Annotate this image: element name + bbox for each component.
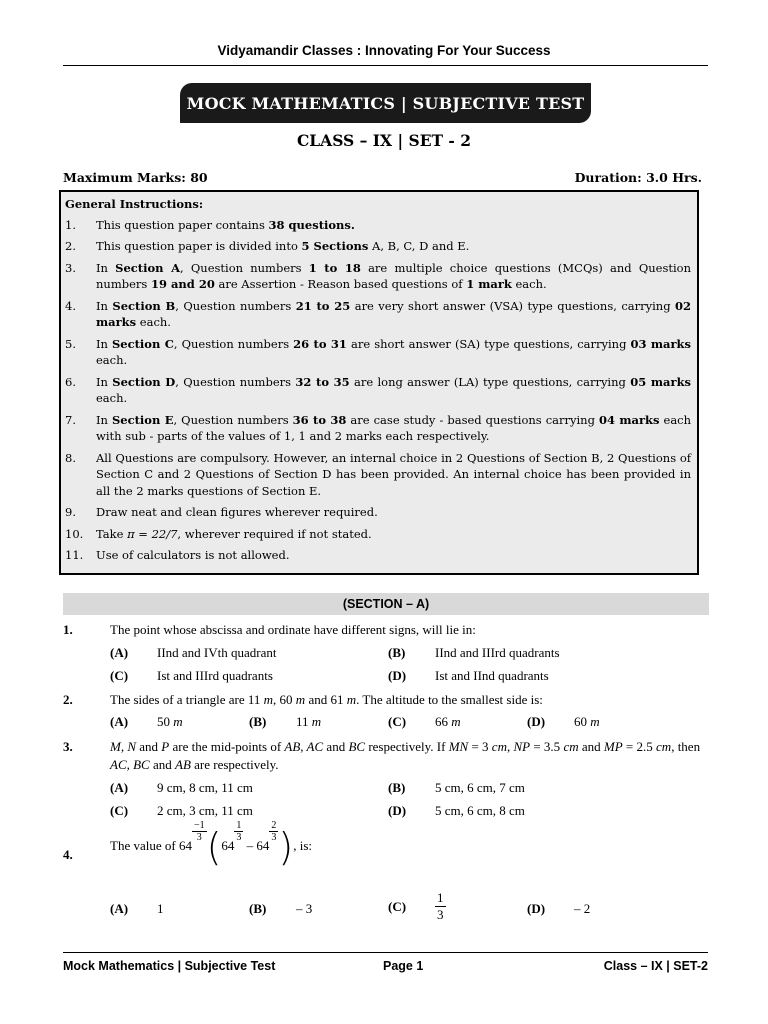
question-number: 1.: [63, 622, 73, 637]
option-b: (B) 11 m: [249, 714, 322, 729]
test-banner: MOCK MATHEMATICS | SUBJECTIVE TEST: [180, 83, 591, 123]
duration: Duration: 3.0 Hrs.: [574, 170, 702, 185]
class-set-subtitle: CLASS – IX | SET - 2: [296, 131, 472, 150]
instruction-item: 4. In Section B, Question numbers 21 to 25 are very short answer (VSA) type questions, carrying 02 marks each.: [65, 298, 692, 329]
option-a: (A) IInd and IVth quadrant: [110, 645, 277, 660]
question-4: [63, 819, 709, 878]
option-d: (D) 60 m: [527, 714, 600, 729]
instruction-item: 1. This question paper contains 38 questions.: [65, 217, 355, 232]
instruction-item: 5. In Section C, Question numbers 26 to 31 are short answer (SA) type questions, carrying 03 marks each.: [65, 336, 692, 367]
question-text: The point whose abscissa and ordinate have different signs, will lie in:: [110, 622, 476, 637]
maximum-marks: Maximum Marks: 80: [63, 170, 208, 185]
footer-right: Class – IX | SET-2: [603, 959, 708, 973]
question-text: The value of 64 $\frac{-1}{3}$ (64 $\frac{1}{3}$ – 64 $\frac{2}{3}$ ), is:: [110, 819, 313, 869]
option-c: (C) $\frac{1}{3}$: [388, 890, 444, 922]
question-number: 4.: [63, 847, 73, 862]
instruction-item: 6. In Section D, Question numbers 32 to 35 are long answer (LA) type questions, carrying 05 marks each.: [65, 374, 692, 405]
instruction-item: 11. Use of calculators is not allowed.: [65, 548, 290, 562]
question-text: The sides of a triangle are 11 m, 60 m and 61 m. The altitude to the smallest side is:: [110, 692, 543, 707]
option-a: (A) 50 m: [110, 714, 183, 729]
option-a: (A) 9 cm, 8 cm, 11 cm: [110, 780, 253, 795]
instruction-item: 8. All Questions are compulsory. However, an internal choice in 2 Questions of Section B, 2 Questions of Section C and 2 Questions of Section D has been provided. An internal choice has been provided in all the 2 marks questions of Section E.: [65, 450, 691, 498]
page-header-title: Vidyamandir Classes : Innovating For Your Success: [217, 43, 551, 58]
option-a: (A) 1: [110, 901, 164, 916]
option-c: (C) 66 m: [388, 714, 461, 729]
header-divider: [63, 65, 708, 66]
question-text: M, N and P are the mid-points of AB, AC and BC respectively. If MN = 3 cm, NP = 3.5 cm and MP = 2.5 cm, then AC, BC and AB are respectively.: [110, 739, 701, 772]
marks-duration-row: [63, 170, 702, 185]
option-d: (D) – 2: [527, 901, 591, 916]
question-number: 2.: [63, 692, 73, 707]
instruction-item: 9. Draw neat and clean figures wherever required.: [65, 505, 378, 519]
option-c: (C) Ist and IIIrd quadrants: [110, 668, 273, 683]
option-d: (D) 5 cm, 6 cm, 8 cm: [388, 803, 525, 818]
option-b: (B) 5 cm, 6 cm, 7 cm: [388, 780, 525, 795]
instruction-item: 7. In Section E, Question numbers 36 to 38 are case study - based questions carrying 04 marks each with sub - parts of the values of 1, 1 and 2 marks each respectively.: [65, 412, 692, 443]
footer-left: Mock Mathematics | Subjective Test: [63, 959, 276, 973]
section-a-header: (SECTION – A): [63, 593, 709, 615]
option-b: (B) IInd and IIIrd quadrants: [388, 645, 560, 660]
instructions-heading: General Instructions:: [65, 197, 204, 211]
instruction-item: 3. In Section A, Question numbers 1 to 18 are multiple choice questions (MCQs) and Question numbers 19 and 20 are Assertion - Reason based questions of 1 mark each.: [65, 260, 692, 291]
option-c: (C) 2 cm, 3 cm, 11 cm: [110, 803, 253, 818]
question-number: 3.: [63, 739, 73, 754]
general-instructions-box: [59, 190, 699, 575]
option-b: (B) – 3: [249, 901, 313, 916]
instruction-item: 2. This question paper is divided into 5 Sections A, B, C, D and E.: [65, 239, 470, 253]
instruction-item: 10. Take π = 22/7, wherever required if not stated.: [65, 526, 372, 541]
page-number: Page 1: [383, 959, 424, 973]
option-d: (D) Ist and IInd quadrants: [388, 668, 549, 683]
footer-divider: [63, 952, 708, 953]
